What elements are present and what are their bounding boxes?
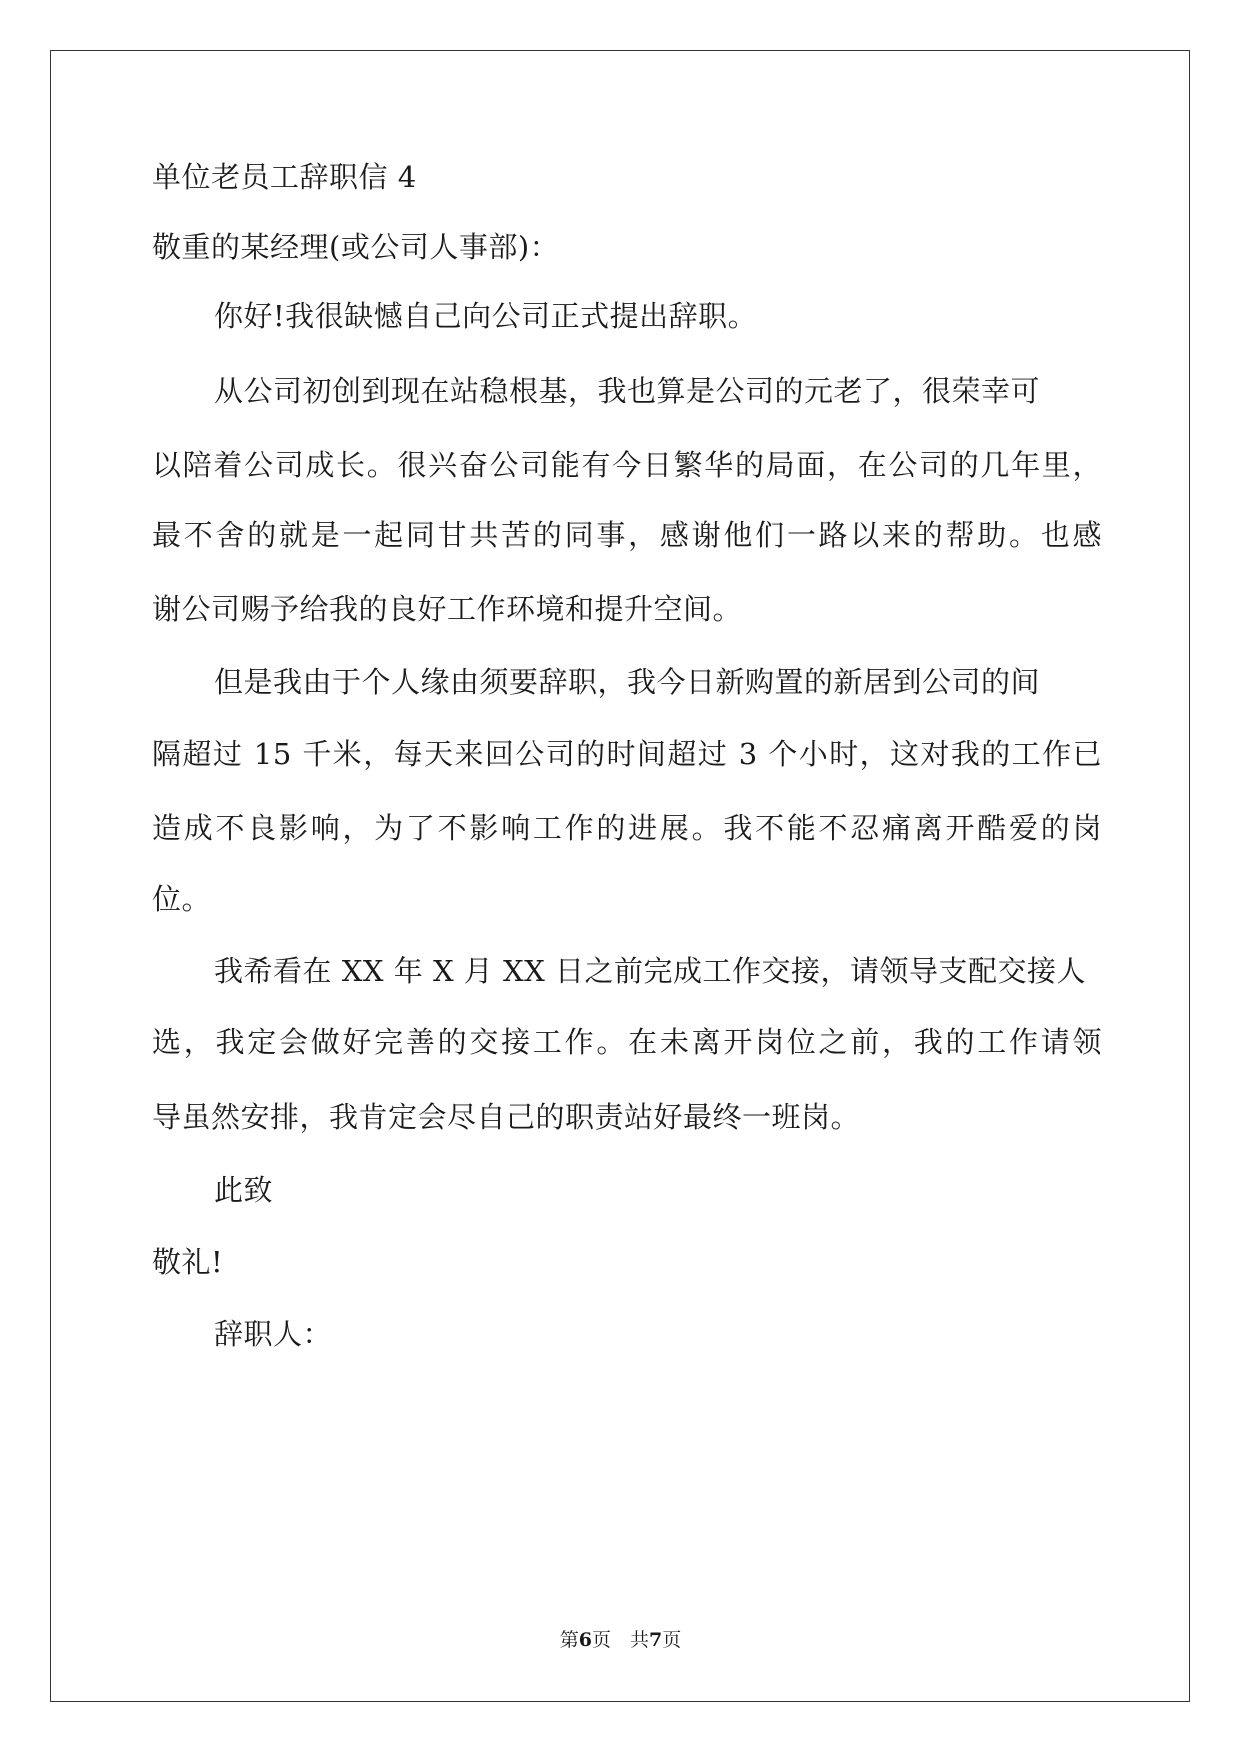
- paragraph-line: 导虽然安排，我肯定会尽自己的职责站好最终一班岗。: [152, 1100, 861, 1134]
- paragraph-line: 隔超过 15 千米，每天来回公司的时间超过 3 个小时，这对我的工作已: [152, 737, 1102, 771]
- page-suffix: 页: [662, 1629, 682, 1651]
- signature-label: 辞职人：: [214, 1317, 333, 1351]
- paragraph-line: 最不舍的就是一起同甘共苦的同事，感谢他们一路以来的帮助。也感: [152, 518, 1102, 552]
- page-total: 7: [649, 1629, 663, 1651]
- page-number: [0, 1628, 1241, 1652]
- page-mid: 页 共: [591, 1629, 649, 1651]
- document-title: 单位老员工辞职信 4: [152, 160, 417, 194]
- salutation: 敬重的某经理(或公司人事部)：: [152, 230, 560, 264]
- paragraph-line: 选，我定会做好完善的交接工作。在未离开岗位之前，我的工作请领: [152, 1025, 1102, 1059]
- paragraph-line: 位。: [152, 882, 212, 916]
- paragraph-line: 造成不良影响，为了不影响工作的进展。我不能不忍痛离开酷爱的岗: [152, 811, 1102, 845]
- page-current: 6: [578, 1629, 592, 1651]
- page-prefix: 第: [559, 1629, 579, 1651]
- paragraph-line: 但是我由于个人缘由须要辞职，我今日新购置的新居到公司的间: [214, 665, 1041, 699]
- closing: 此致: [214, 1173, 274, 1207]
- regards: 敬礼!: [152, 1245, 224, 1279]
- paragraph-line: 以陪着公司成长。很兴奋公司能有今日繁华的局面，在公司的几年里，: [152, 448, 1102, 482]
- paragraph-line: 从公司初创到现在站稳根基，我也算是公司的元老了，很荣幸可: [214, 374, 1041, 408]
- paragraph-line: 我希看在 XX 年 X 月 XX 日之前完成工作交接，请领导支配交接人: [214, 954, 1087, 988]
- paragraph-line: 谢公司赐予给我的良好工作环境和提升空间。: [152, 592, 743, 626]
- paragraph-line: 你好!我很缺憾自己向公司正式提出辞职。: [214, 299, 758, 333]
